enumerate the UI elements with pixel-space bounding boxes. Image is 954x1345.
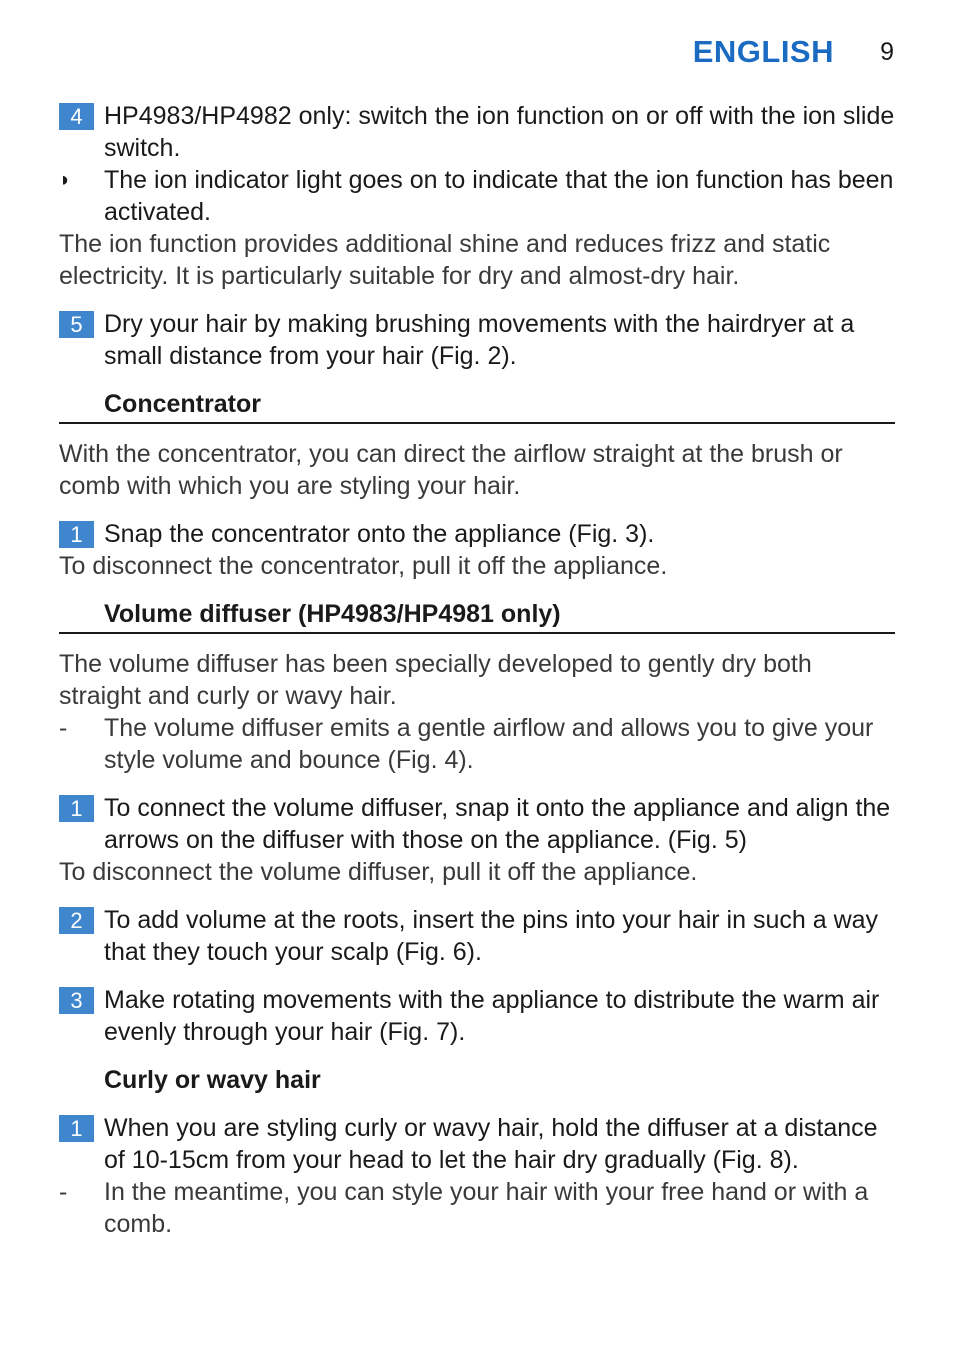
step-number-badge: 5: [59, 311, 94, 338]
dash-mark: -: [59, 714, 68, 742]
curly-step-1: [59, 1112, 895, 1176]
step-number-badge: 1: [59, 795, 94, 822]
diffuser-dash-item: [59, 712, 895, 776]
page-number: 9: [880, 38, 894, 66]
concentrator-heading: Concentrator: [59, 388, 895, 424]
result-arrow-icon: ◗: [59, 169, 72, 191]
result-text: The ion indicator light goes on to indicate that the ion function has been activated.: [104, 166, 894, 226]
language-label: ENGLISH: [692, 34, 834, 69]
step-text: To add volume at the roots, insert the pins into your hair in such a way that they touch your scalp (Fig. 6).: [104, 906, 879, 966]
step-text: Make rotating movements with the appliance to distribute the warm air evenly through your hair (Fig. 7).: [104, 986, 880, 1046]
diffuser-intro: The volume diffuser has been specially developed to gently dry both straight and curly or wavy hair.: [59, 650, 812, 710]
ion-result: [59, 164, 895, 228]
dash-mark: -: [59, 1178, 68, 1206]
concentrator-note: To disconnect the concentrator, pull it off the appliance.: [59, 552, 668, 580]
ion-step-5: [59, 308, 895, 372]
concentrator-step-1: [59, 518, 895, 550]
diffuser-note: To disconnect the volume diffuser, pull it off the appliance.: [59, 858, 698, 886]
page-content: [59, 100, 895, 1240]
diffuser-step-1: [59, 792, 895, 856]
step-text: HP4983/HP4982 only: switch the ion function on or off with the ion slide switch.: [104, 102, 895, 162]
step-text: Dry your hair by making brushing movements with the hairdryer at a small distance from your hair (Fig. 2).: [104, 310, 855, 370]
step-number-badge: 1: [59, 1115, 94, 1142]
step-number-badge: 2: [59, 907, 94, 934]
curly-heading: Curly or wavy hair: [104, 1066, 321, 1094]
step-number-badge: 3: [59, 987, 94, 1014]
ion-note: The ion function provides additional shine and reduces frizz and static electricity. It is particularly suitable for dry and almost-dry hair.: [59, 230, 831, 290]
diffuser-heading: Volume diffuser (HP4983/HP4981 only): [59, 598, 895, 634]
step-text: Snap the concentrator onto the appliance (Fig. 3).: [104, 520, 655, 548]
concentrator-intro: With the concentrator, you can direct the airflow straight at the brush or comb with which you are styling your hair.: [59, 440, 843, 500]
diffuser-step-3: [59, 984, 895, 1048]
curly-dash-item: [59, 1176, 895, 1240]
step-number-badge: 1: [59, 521, 94, 548]
step-text: To connect the volume diffuser, snap it onto the appliance and align the arrows on the diffuser with those on the appliance. (Fig. 5): [104, 794, 891, 854]
dash-text: In the meantime, you can style your hair with your free hand or with a comb.: [104, 1178, 869, 1238]
diffuser-step-2: [59, 904, 895, 968]
step-number-badge: 4: [59, 103, 94, 130]
dash-text: The volume diffuser emits a gentle airflow and allows you to give your style volume and bounce (Fig. 4).: [104, 714, 874, 774]
ion-step-4: [59, 100, 895, 164]
step-text: When you are styling curly or wavy hair, hold the diffuser at a distance of 10-15cm from your head to let the hair dry gradually (Fig. 8).: [104, 1114, 878, 1174]
